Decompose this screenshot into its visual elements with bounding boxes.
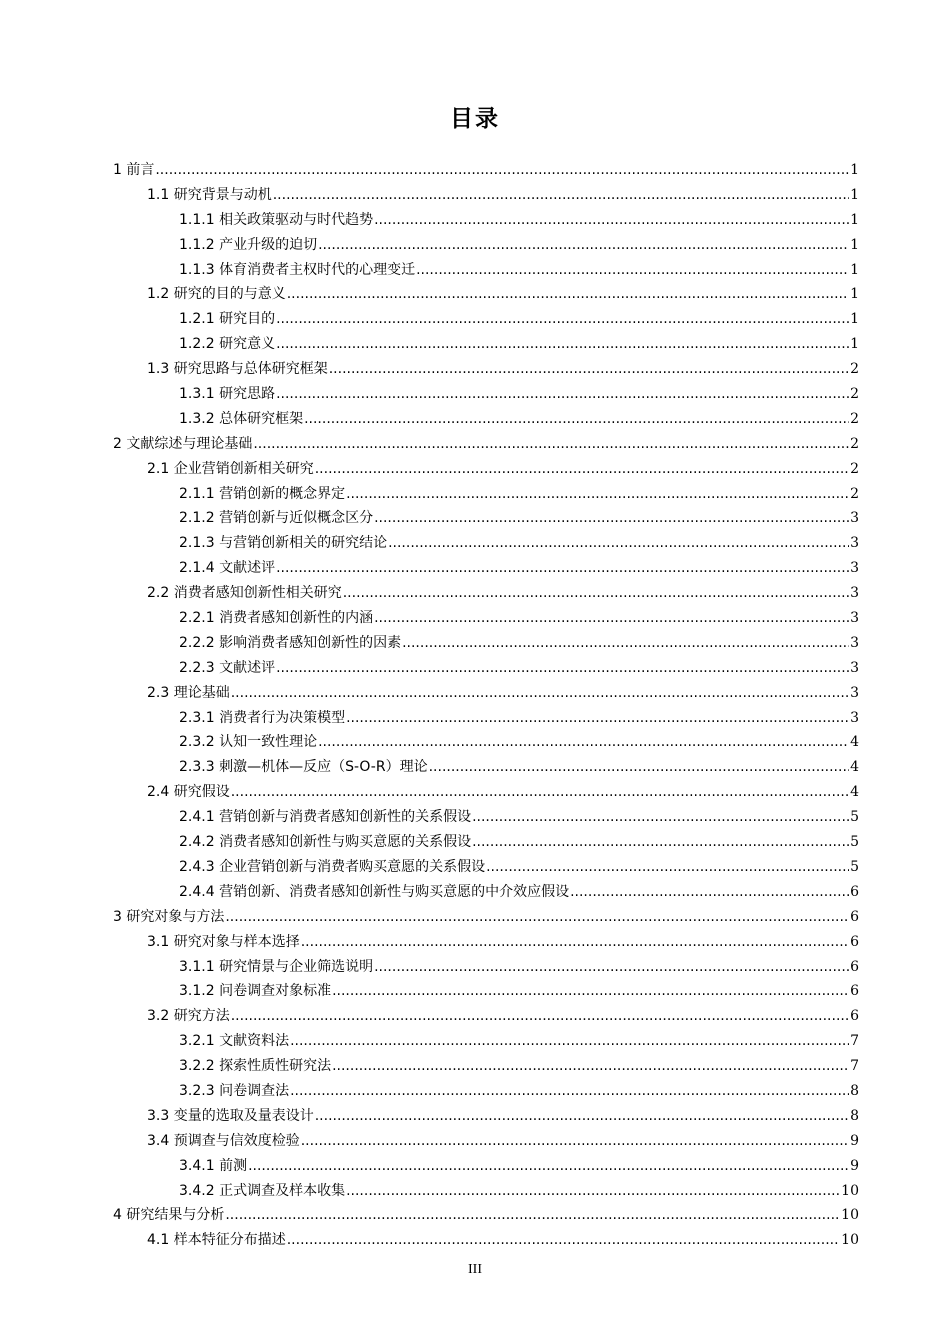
toc-entry-label: 3.2 研究方法 xyxy=(147,1008,230,1025)
dot-leader xyxy=(231,681,849,706)
toc-entry[interactable] xyxy=(113,1203,859,1228)
toc-entry-page: 4 xyxy=(850,784,859,801)
toc-entry[interactable] xyxy=(113,730,859,755)
toc-entry[interactable] xyxy=(113,1004,859,1029)
dot-leader xyxy=(402,631,849,656)
toc-entry-label: 2.1 企业营销创新相关研究 xyxy=(147,460,314,477)
dot-leader xyxy=(231,1004,849,1029)
toc-entry-label: 3.2.2 探索性质性研究法 xyxy=(179,1058,332,1075)
toc-entry[interactable] xyxy=(113,1054,859,1079)
dot-leader xyxy=(315,457,849,482)
toc-entry-label: 2.3.1 消费者行为决策模型 xyxy=(179,709,346,726)
dot-leader xyxy=(570,880,849,905)
toc-entry-page: 10 xyxy=(841,1182,859,1199)
toc-entry-page: 5 xyxy=(850,858,859,875)
toc-entry-label: 3.1.1 研究情景与企业筛选说明 xyxy=(179,958,374,975)
toc-entry-page: 8 xyxy=(850,1107,859,1124)
toc-entry-label: 2.4.2 消费者感知创新性与购买意愿的关系假设 xyxy=(179,834,472,851)
toc-entry-page: 2 xyxy=(850,386,859,403)
dot-leader xyxy=(273,183,849,208)
toc-entry-page: 6 xyxy=(850,1008,859,1025)
toc-entry-label: 2.4 研究假设 xyxy=(147,784,230,801)
toc-entry-page: 4 xyxy=(850,759,859,776)
page-number-footer: III xyxy=(468,1262,482,1277)
dot-leader xyxy=(276,656,849,681)
toc-entry-label: 4.1 样本特征分布描述 xyxy=(147,1232,286,1249)
dot-leader xyxy=(318,730,849,755)
toc-entry-label: 2.2 消费者感知创新性相关研究 xyxy=(147,585,342,602)
toc-entry-label: 2.4.1 营销创新与消费者感知创新性的关系假设 xyxy=(179,809,472,826)
toc-entry[interactable] xyxy=(113,1129,859,1154)
toc-entry-label: 3.3 变量的选取及量表设计 xyxy=(147,1107,314,1124)
toc-entry-label: 3.1.2 问卷调查对象标准 xyxy=(179,983,332,1000)
toc-entry[interactable] xyxy=(113,1179,859,1204)
toc-entry[interactable] xyxy=(113,233,859,258)
toc-entry[interactable] xyxy=(113,258,859,283)
toc-entry-page: 3 xyxy=(850,510,859,527)
toc-entry-page: 1 xyxy=(850,211,859,228)
toc-entry-page: 1 xyxy=(850,261,859,278)
toc-entry[interactable] xyxy=(113,307,859,332)
toc-entry-label: 1.1 研究背景与动机 xyxy=(147,186,272,203)
dot-leader xyxy=(388,531,849,556)
toc-entry-label: 1.2.1 研究目的 xyxy=(179,311,276,328)
toc-entry-page: 1 xyxy=(850,311,859,328)
toc-entry-page: 3 xyxy=(850,684,859,701)
toc-entry-label: 1.3.1 研究思路 xyxy=(179,386,276,403)
toc-entry-page: 4 xyxy=(850,734,859,751)
toc-entry-label: 1.2 研究的目的与意义 xyxy=(147,286,286,303)
toc-entry[interactable] xyxy=(113,432,859,457)
toc-entry-label: 2.1.1 营销创新的概念界定 xyxy=(179,485,346,502)
toc-entry-page: 2 xyxy=(850,410,859,427)
toc-entry-page: 3 xyxy=(850,560,859,577)
toc-entry-label: 1.1.2 产业升级的迫切 xyxy=(179,236,318,253)
toc-entry[interactable] xyxy=(113,830,859,855)
dot-leader xyxy=(374,208,849,233)
toc-entry[interactable] xyxy=(113,606,859,631)
dot-leader xyxy=(301,1129,849,1154)
dot-leader xyxy=(374,606,849,631)
toc-entry-page: 3 xyxy=(850,659,859,676)
dot-leader xyxy=(472,805,849,830)
toc-entry-page: 9 xyxy=(850,1157,859,1174)
dot-leader xyxy=(276,556,849,581)
toc-entry-label: 3.2.1 文献资料法 xyxy=(179,1033,290,1050)
toc-entry-label: 3.4.2 正式调查及样本收集 xyxy=(179,1182,346,1199)
toc-entry-label: 2.1.2 营销创新与近似概念区分 xyxy=(179,510,374,527)
toc-entry-page: 6 xyxy=(850,883,859,900)
dot-leader xyxy=(346,1179,840,1204)
toc-entry-page: 6 xyxy=(850,933,859,950)
toc-entry-label: 2.3 理论基础 xyxy=(147,684,230,701)
toc-entry-page: 9 xyxy=(850,1132,859,1149)
toc-entry-label: 1.1.1 相关政策驱动与时代趋势 xyxy=(179,211,374,228)
toc-entry-label: 2.2.1 消费者感知创新性的内涵 xyxy=(179,610,374,627)
toc-entry-page: 3 xyxy=(850,709,859,726)
dot-leader xyxy=(290,1079,849,1104)
toc-entry-label: 1.3.2 总体研究框架 xyxy=(179,410,304,427)
toc-entry-label: 3.4 预调查与信效度检验 xyxy=(147,1132,300,1149)
toc-entry-page: 3 xyxy=(850,585,859,602)
toc-entry-page: 1 xyxy=(850,236,859,253)
toc-entry[interactable] xyxy=(113,755,859,780)
toc-entry[interactable] xyxy=(113,382,859,407)
dot-leader xyxy=(287,1228,840,1253)
toc-entry-label: 1.3 研究思路与总体研究框架 xyxy=(147,361,328,378)
toc-entry-label: 1.2.2 研究意义 xyxy=(179,336,276,353)
toc-entry-label: 3.4.1 前测 xyxy=(179,1157,248,1174)
toc-entry-page: 5 xyxy=(850,809,859,826)
toc-entry[interactable] xyxy=(113,1079,859,1104)
dot-leader xyxy=(329,357,849,382)
toc-entry-page: 7 xyxy=(850,1058,859,1075)
toc-entry[interactable] xyxy=(113,855,859,880)
toc-entry-page: 10 xyxy=(841,1232,859,1249)
toc-entry[interactable] xyxy=(113,1104,859,1129)
toc-entry-label: 3.2.3 问卷调查法 xyxy=(179,1082,290,1099)
dot-leader xyxy=(315,1104,849,1129)
toc-entry-page: 8 xyxy=(850,1082,859,1099)
toc-entry-page: 1 xyxy=(850,162,859,178)
toc-entry[interactable] xyxy=(113,1228,859,1253)
toc-entry[interactable] xyxy=(113,208,859,233)
toc-entry-page: 10 xyxy=(841,1207,859,1224)
toc-entry[interactable] xyxy=(113,407,859,432)
toc-entry[interactable] xyxy=(113,183,859,208)
dot-leader xyxy=(318,233,849,258)
toc-entry-label: 2.1.4 文献述评 xyxy=(179,560,276,577)
toc-entry[interactable] xyxy=(113,1154,859,1179)
toc-entry[interactable] xyxy=(113,631,859,656)
toc-entry[interactable] xyxy=(113,332,859,357)
toc-entry-page: 6 xyxy=(850,958,859,975)
toc-entry-page: 2 xyxy=(850,485,859,502)
toc-entry-page: 7 xyxy=(850,1033,859,1050)
dot-leader xyxy=(472,830,849,855)
toc-entry[interactable] xyxy=(113,457,859,482)
toc-entry-label: 4 研究结果与分析 xyxy=(113,1207,225,1224)
toc-entry-label: 2.4.3 企业营销创新与消费者购买意愿的关系假设 xyxy=(179,858,486,875)
toc-entry[interactable] xyxy=(113,706,859,731)
dot-leader xyxy=(346,706,849,731)
toc-entry[interactable] xyxy=(113,805,859,830)
dot-leader xyxy=(290,1029,849,1054)
dot-leader xyxy=(304,407,849,432)
table-of-contents xyxy=(113,158,859,1253)
dot-leader xyxy=(276,332,849,357)
toc-entry-label: 3.1 研究对象与样本选择 xyxy=(147,933,300,950)
toc-entry-page: 2 xyxy=(850,361,859,378)
dot-leader xyxy=(276,382,849,407)
dot-leader xyxy=(301,930,849,955)
page-title: 目录 xyxy=(450,106,500,132)
toc-entry[interactable] xyxy=(113,656,859,681)
toc-entry-label: 2.2.3 文献述评 xyxy=(179,659,276,676)
toc-entry-label: 3 研究对象与方法 xyxy=(113,908,225,925)
dot-leader xyxy=(276,307,849,332)
dot-leader xyxy=(486,855,849,880)
toc-entry-page: 3 xyxy=(850,610,859,627)
toc-entry[interactable] xyxy=(113,357,859,382)
toc-entry[interactable] xyxy=(113,1029,859,1054)
dot-leader xyxy=(374,506,849,531)
toc-entry[interactable] xyxy=(113,531,859,556)
dot-leader xyxy=(231,780,849,805)
toc-entry[interactable] xyxy=(113,506,859,531)
toc-entry-page: 3 xyxy=(850,535,859,552)
dot-leader xyxy=(253,432,849,457)
dot-leader xyxy=(416,258,849,283)
dot-leader xyxy=(346,482,849,507)
toc-entry[interactable] xyxy=(113,556,859,581)
toc-entry[interactable] xyxy=(113,282,859,307)
dot-leader xyxy=(155,158,849,183)
toc-entry[interactable] xyxy=(113,780,859,805)
toc-entry-label: 2.4.4 营销创新、消费者感知创新性与购买意愿的中介效应假设 xyxy=(179,883,570,900)
dot-leader xyxy=(225,1203,840,1228)
toc-entry-page: 2 xyxy=(850,460,859,477)
toc-entry-page: 1 xyxy=(850,286,859,303)
toc-entry-label: 2.1.3 与营销创新相关的研究结论 xyxy=(179,535,388,552)
dot-leader xyxy=(429,755,849,780)
toc-entry-page: 2 xyxy=(850,435,859,452)
toc-entry-page: 6 xyxy=(850,983,859,1000)
toc-entry[interactable] xyxy=(113,880,859,905)
toc-entry-label: 1 前言 xyxy=(113,162,155,178)
dot-leader xyxy=(287,282,849,307)
toc-entry-label: 2.3.3 刺激—机体—反应（S-O-R）理论 xyxy=(179,759,428,776)
toc-entry[interactable] xyxy=(113,158,859,183)
toc-entry-label: 2.2.2 影响消费者感知创新性的因素 xyxy=(179,634,402,651)
dot-leader xyxy=(374,955,849,980)
dot-leader xyxy=(332,1054,849,1079)
toc-entry[interactable] xyxy=(113,955,859,980)
toc-entry[interactable] xyxy=(113,482,859,507)
dot-leader xyxy=(332,979,849,1004)
toc-entry-label: 1.1.3 体育消费者主权时代的心理变迁 xyxy=(179,261,416,278)
toc-entry[interactable] xyxy=(113,681,859,706)
toc-entry[interactable] xyxy=(113,979,859,1004)
toc-entry-page: 3 xyxy=(850,634,859,651)
toc-entry-page: 6 xyxy=(850,908,859,925)
toc-entry-label: 2.3.2 认知一致性理论 xyxy=(179,734,318,751)
toc-entry-label: 2 文献综述与理论基础 xyxy=(113,435,253,452)
dot-leader xyxy=(225,905,849,930)
toc-entry-page: 1 xyxy=(850,336,859,353)
toc-entry-page: 1 xyxy=(850,186,859,203)
toc-entry[interactable] xyxy=(113,930,859,955)
toc-entry-page: 5 xyxy=(850,834,859,851)
toc-entry[interactable] xyxy=(113,581,859,606)
dot-leader xyxy=(248,1154,849,1179)
dot-leader xyxy=(343,581,849,606)
toc-entry[interactable] xyxy=(113,905,859,930)
